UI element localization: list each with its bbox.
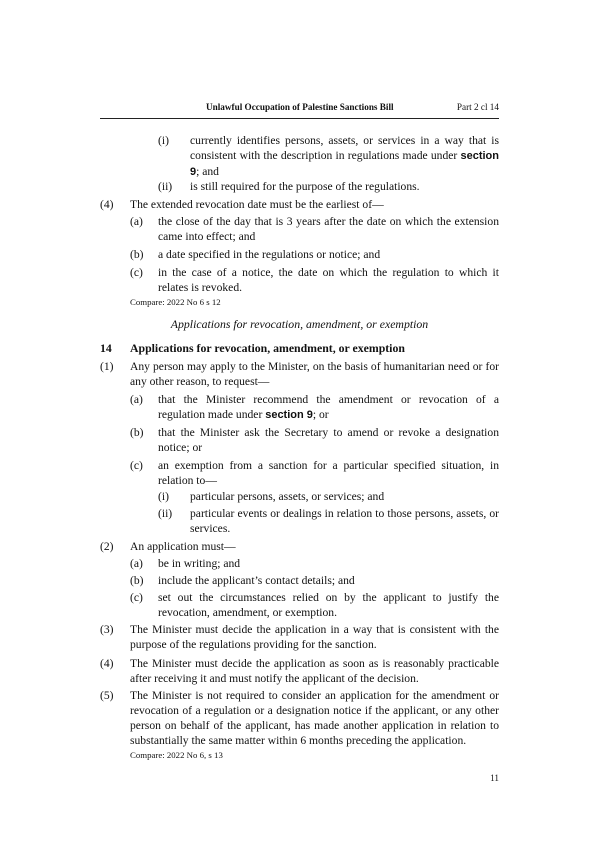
subpara-1c-i-text: particular persons, assets, or services; and [190, 490, 385, 503]
subsection-1-text: Any person may apply to the Minister, on the basis of humanitarian need or for any other reason, to request— [130, 360, 499, 388]
subsection-1-label: (1) [100, 360, 114, 373]
subpara-1c-ii-text: particular events or dealings in relation to those persons, assets, or services. [190, 507, 499, 535]
subpara-1c-ii-label: (ii) [158, 507, 173, 520]
para-1b-text: that the Minister ask the Secretary to amend or revoke a designation notice; or [158, 426, 499, 454]
para-2b-text: include the applicant’s contact details; and [158, 574, 355, 587]
para-2a-text: be in writing; and [158, 557, 241, 570]
subsection-2-text: An application must— [130, 540, 236, 553]
subsection-5-label: (5) [100, 689, 114, 702]
para-2a-label: (a) [130, 557, 143, 570]
section-9-reference[interactable]: section 9 [190, 150, 499, 178]
section-title: Applications for revocation, amendment, or exemption [130, 341, 405, 355]
subsection-3-label: (3) [100, 623, 114, 636]
para-ii-text: is still required for the purpose of the regulations. [190, 180, 420, 193]
para-b-text: a date specified in the regulations or notice; and [158, 248, 381, 261]
cross-heading: Applications for revocation, amendment, or exemption [170, 317, 429, 331]
para-a-label: (a) [130, 215, 143, 228]
subsection-3-text: The Minister must decide the application in a way that is consistent with the purpose of the regulations providing for the sanction. [130, 623, 499, 651]
para-1a-text-part: that the Minister recommend the amendment or revocation of a regulation made under [158, 393, 499, 421]
running-head [100, 100, 499, 114]
para-i-text-part: currently identifies persons, assets, or services in a way that is consistent with the description in regulations made under [190, 134, 499, 162]
para-1c-text: an exemption from a sanction for a particular specified situation, in relation to— [158, 459, 499, 487]
para-1a-text-end: ; or [312, 408, 329, 421]
compare-note-2: Compare: 2022 No 6, s 13 [130, 750, 223, 760]
para-1c-label: (c) [130, 459, 143, 472]
page-number: 11 [490, 773, 499, 783]
section-number: 14 [100, 341, 112, 355]
para-i-text-end: ; and [196, 165, 219, 178]
para-ii-label: (ii) [158, 180, 173, 193]
para-2c-label: (c) [130, 591, 143, 604]
subsection-4b-label: (4) [100, 657, 114, 670]
para-c-label: (c) [130, 266, 143, 279]
subsection-4-text: The extended revocation date must be the earliest of— [130, 198, 384, 211]
compare-note: Compare: 2022 No 6 s 12 [130, 297, 221, 307]
para-c-text: in the case of a notice, the date on which the regulation to which it relates is revoked. [158, 266, 499, 294]
subsection-2-label: (2) [100, 540, 114, 553]
para-i-text [190, 133, 499, 180]
para-2c-text: set out the circumstances relied on by the applicant to justify the revocation, amendment, or exemption. [158, 591, 499, 619]
subpara-1c-i-label: (i) [158, 490, 169, 503]
header-rule [100, 118, 499, 119]
section-9-reference-2[interactable]: section 9 [265, 409, 313, 421]
para-a-text: the close of the day that is 3 years after the date on which the extension came into effect; and [158, 215, 499, 243]
subsection-5-text: The Minister is not required to consider an application for the amendment or revocation of a regulation or a designation notice if the applicant, or any other person on behalf of the applicant, has made another application in relation to substantially the same matter within 6 months preceding the application. [130, 689, 499, 747]
para-i-label: (i) [158, 134, 169, 147]
para-1a-label: (a) [130, 393, 143, 406]
para-1b-label: (b) [130, 426, 144, 439]
para-1a-text [158, 392, 499, 423]
running-head-title: Unlawful Occupation of Palestine Sanctions Bill [206, 102, 394, 112]
para-b-label: (b) [130, 248, 144, 261]
running-head-part-ref: Part 2 cl 14 [456, 102, 499, 112]
subsection-4-label: (4) [100, 198, 114, 211]
subsection-4b-text: The Minister must decide the application as soon as is reasonably practicable after receiving it and must notify the applicant of the decision. [130, 657, 499, 685]
para-2b-label: (b) [130, 574, 144, 587]
